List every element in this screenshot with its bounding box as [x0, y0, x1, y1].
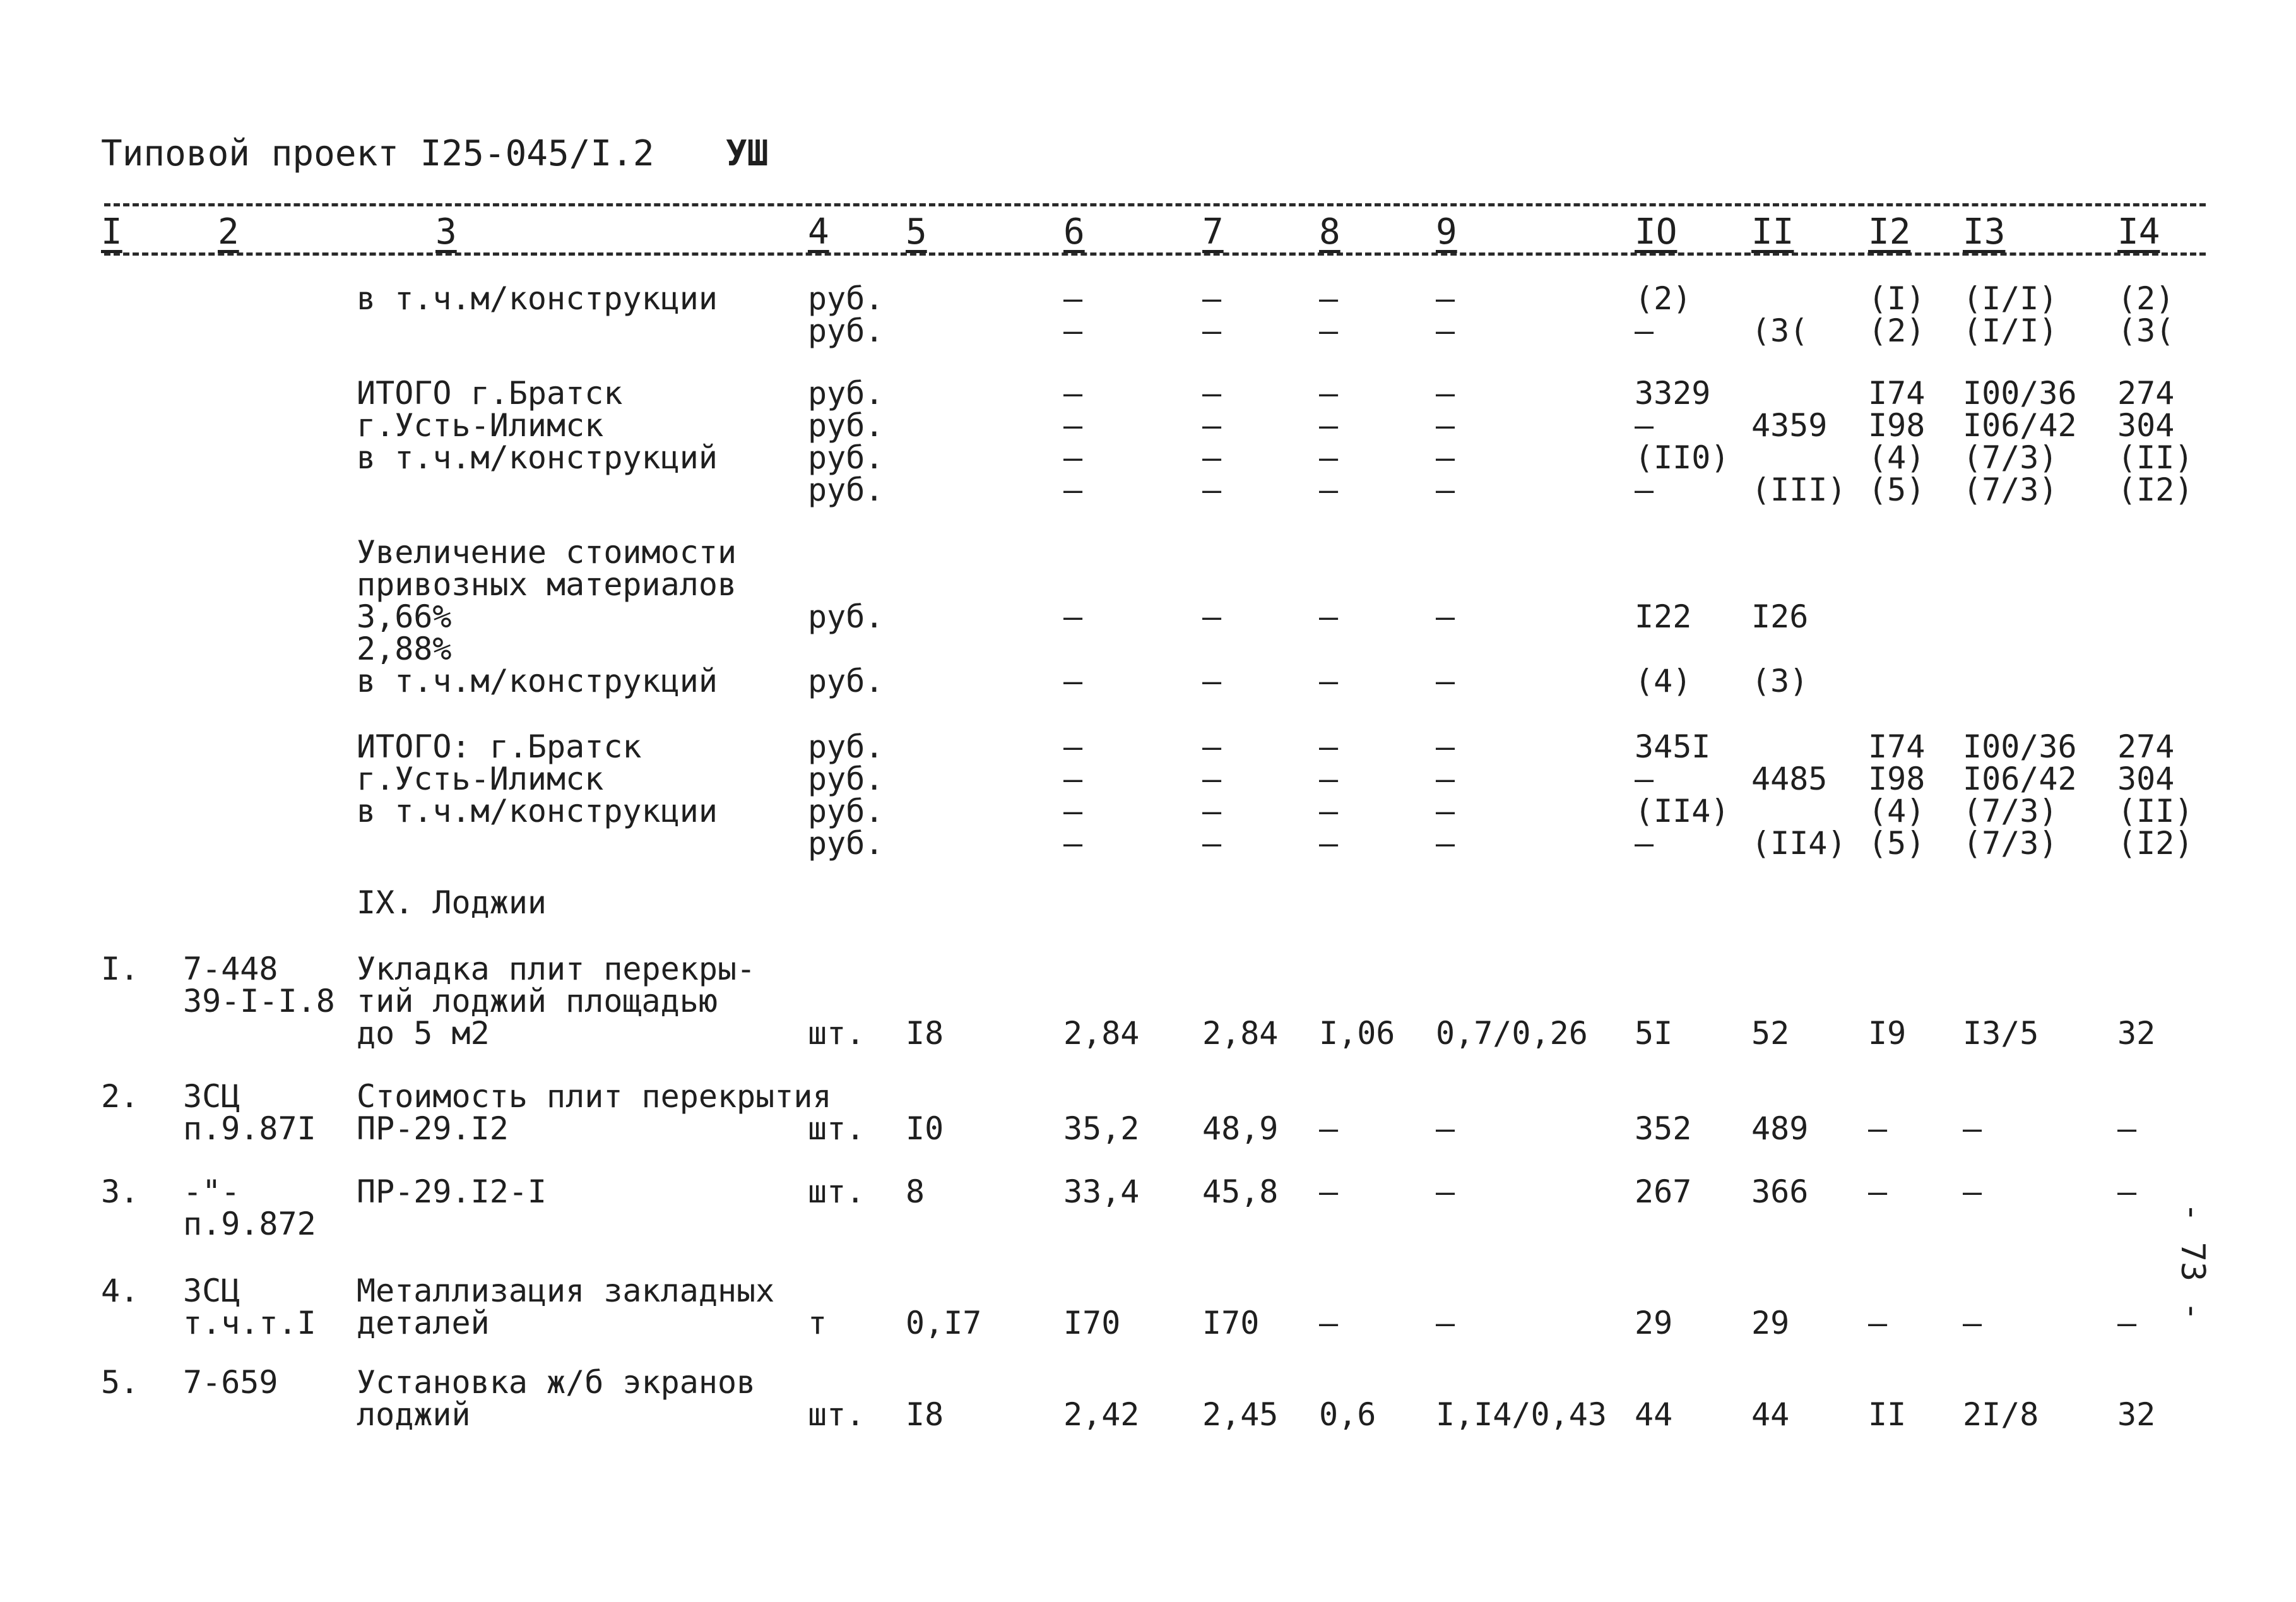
table-cell: 366 [1751, 1173, 1809, 1210]
table-cell: 2,45 [1202, 1396, 1279, 1433]
table-cell: руб. [808, 312, 884, 349]
table-cell: 8 [906, 1173, 925, 1210]
table-cell: – [1202, 280, 1222, 317]
table-cell: – [1963, 1110, 1982, 1147]
table-cell: I98 [1868, 761, 1926, 797]
table-cell: (2) [1635, 280, 1692, 317]
column-number-8: 8 [1319, 211, 1340, 252]
table-cell: (5) [1868, 825, 1926, 862]
table-cell: I,06 [1319, 1015, 1395, 1052]
table-cell: руб. [808, 663, 884, 699]
table-cell: I98 [1868, 407, 1926, 444]
table-cell: – [1436, 472, 1455, 508]
table-cell: I74 [1868, 728, 1926, 765]
table-cell: – [1319, 663, 1339, 699]
column-number-12: I2 [1868, 211, 1911, 252]
table-cell: 2,88% [357, 631, 452, 667]
table-cell: в т.ч.м/конструкции [357, 280, 718, 317]
table-cell: I06/42 [1963, 761, 2077, 797]
table-cell: (7/3) [1963, 793, 2058, 829]
table-cell: – [1319, 312, 1339, 349]
table-cell: (4) [1635, 663, 1692, 699]
column-number-5: 5 [906, 211, 927, 252]
table-cell: I3/5 [1963, 1015, 2039, 1052]
table-cell: 32 [2117, 1396, 2156, 1433]
table-cell: – [1063, 407, 1083, 444]
table-cell: – [1436, 280, 1455, 317]
table-cell: I00/36 [1963, 375, 2077, 412]
table-cell: – [1436, 375, 1455, 412]
table-cell: I74 [1868, 375, 1926, 412]
table-cell: – [2117, 1110, 2137, 1147]
table-cell: – [1436, 1110, 1455, 1147]
table-cell: (II4) [1635, 793, 1730, 829]
table-cell: – [1635, 761, 1654, 797]
table-cell: т.ч.т.I [183, 1305, 316, 1341]
table-cell: 29 [1751, 1305, 1790, 1341]
table-cell: – [1063, 663, 1083, 699]
table-cell: (7/3) [1963, 439, 2058, 476]
table-cell: (I/I) [1963, 280, 2058, 317]
table-cell: руб. [808, 598, 884, 635]
table-cell: в т.ч.м/конструкций [357, 439, 718, 476]
table-cell: 304 [2117, 407, 2175, 444]
table-cell: – [1436, 598, 1455, 635]
table-cell: – [1319, 407, 1339, 444]
table-cell: – [2117, 1305, 2137, 1341]
table-cell: – [1319, 439, 1339, 476]
table-cell: 39-I-I.8 [183, 983, 335, 1019]
column-number-2: 2 [218, 211, 239, 252]
header-rule-bottom [104, 252, 2206, 256]
table-cell: – [1063, 825, 1083, 862]
table-cell: – [1319, 728, 1339, 765]
table-cell: (3( [2117, 312, 2175, 349]
table-cell: – [1963, 1305, 1982, 1341]
table-cell: I8 [906, 1396, 944, 1433]
table-cell: 352 [1635, 1110, 1692, 1147]
column-number-7: 7 [1202, 211, 1224, 252]
table-cell: IX. Лоджии [357, 884, 547, 921]
table-cell: – [1063, 472, 1083, 508]
table-cell: до 5 м2 [357, 1015, 490, 1052]
table-cell: – [1319, 793, 1339, 829]
table-cell: 3. [101, 1173, 139, 1210]
table-cell: (II) [2117, 439, 2194, 476]
page-title: Типовой проект I25-045/I.2 [101, 133, 654, 174]
table-cell: I9 [1868, 1015, 1907, 1052]
table-cell: руб. [808, 375, 884, 412]
table-cell: 52 [1751, 1015, 1790, 1052]
table-cell: 32 [2117, 1015, 2156, 1052]
table-cell: – [1319, 1305, 1339, 1341]
table-cell: (II0) [1635, 439, 1730, 476]
table-cell: 274 [2117, 728, 2175, 765]
table-cell: ИТОГО: г.Братск [357, 728, 642, 765]
table-cell: Установка ж/б экранов [357, 1364, 756, 1401]
table-cell: – [1319, 761, 1339, 797]
table-cell: – [1202, 663, 1222, 699]
table-cell: (2) [1868, 312, 1926, 349]
table-cell: 7-448 [183, 951, 278, 987]
table-cell: 274 [2117, 375, 2175, 412]
table-cell: Укладка плит перекры- [357, 951, 756, 987]
table-cell: -"- [183, 1173, 240, 1210]
table-cell: – [1436, 1173, 1455, 1210]
table-cell: I0 [906, 1110, 944, 1147]
table-cell: – [1202, 598, 1222, 635]
table-cell: деталей [357, 1305, 490, 1341]
column-number-9: 9 [1436, 211, 1457, 252]
table-cell: 489 [1751, 1110, 1809, 1147]
table-cell: – [1635, 312, 1654, 349]
table-cell: – [1635, 407, 1654, 444]
table-cell: 44 [1635, 1396, 1673, 1433]
table-cell: – [1319, 472, 1339, 508]
table-cell: руб. [808, 825, 884, 862]
table-cell: в т.ч.м/конструкций [357, 663, 718, 699]
table-cell: Стоимость плит перекрытия [357, 1078, 832, 1115]
table-cell: – [1635, 472, 1654, 508]
table-cell: – [1436, 439, 1455, 476]
table-cell: – [1063, 280, 1083, 317]
table-cell: шт. [808, 1173, 865, 1210]
table-cell: (2) [2117, 280, 2175, 317]
table-cell: – [1436, 825, 1455, 862]
table-cell: (I2) [2117, 472, 2194, 508]
table-cell: т [808, 1305, 827, 1341]
table-cell: 345I [1635, 728, 1711, 765]
column-number-11: II [1751, 211, 1794, 252]
table-cell: – [1436, 663, 1455, 699]
table-cell: – [1063, 598, 1083, 635]
table-cell: (4) [1868, 439, 1926, 476]
table-cell: привозных материалов [357, 566, 737, 603]
table-cell: лоджий [357, 1396, 471, 1433]
column-number-10: IO [1635, 211, 1678, 252]
column-number-4: 4 [808, 211, 829, 252]
table-cell: (II4) [1751, 825, 1847, 862]
table-cell: – [1202, 312, 1222, 349]
table-cell: – [1436, 407, 1455, 444]
table-cell: (4) [1868, 793, 1926, 829]
table-cell: – [1063, 793, 1083, 829]
table-cell: I,I4/0,43 [1436, 1396, 1607, 1433]
table-cell: 4359 [1751, 407, 1828, 444]
table-cell: (I2) [2117, 825, 2194, 862]
table-cell: руб. [808, 761, 884, 797]
table-cell: (3) [1751, 663, 1809, 699]
table-cell: (5) [1868, 472, 1926, 508]
table-cell: шт. [808, 1110, 865, 1147]
table-cell: 5. [101, 1364, 139, 1401]
table-cell: п.9.87I [183, 1110, 316, 1147]
table-cell: – [1319, 1110, 1339, 1147]
table-cell: 2,84 [1202, 1015, 1279, 1052]
table-cell: ЗСЦ [183, 1273, 240, 1309]
table-cell: – [1202, 472, 1222, 508]
table-cell: 5I [1635, 1015, 1673, 1052]
table-cell: 2,84 [1063, 1015, 1140, 1052]
table-cell: – [1202, 407, 1222, 444]
table-cell: ИТОГО г.Братск [357, 375, 623, 412]
table-cell: 48,9 [1202, 1110, 1279, 1147]
table-cell: – [1436, 728, 1455, 765]
table-cell: I22 [1635, 598, 1692, 635]
table-cell: 0,I7 [906, 1305, 982, 1341]
table-cell: – [1202, 728, 1222, 765]
table-cell: – [1063, 439, 1083, 476]
table-cell: – [1963, 1173, 1982, 1210]
table-cell: – [1202, 825, 1222, 862]
table-cell: п.9.872 [183, 1206, 316, 1242]
table-cell: руб. [808, 407, 884, 444]
table-cell: – [1319, 375, 1339, 412]
side-page-number: - 73 - [2174, 1202, 2211, 1321]
table-cell: 4. [101, 1273, 139, 1309]
table-cell: – [1063, 761, 1083, 797]
table-cell: руб. [808, 280, 884, 317]
table-cell: – [1063, 312, 1083, 349]
table-cell: – [1202, 439, 1222, 476]
column-number-3: 3 [435, 211, 457, 252]
table-cell: – [2117, 1173, 2137, 1210]
table-cell: (I) [1868, 280, 1926, 317]
table-cell: – [1063, 375, 1083, 412]
table-cell: (7/3) [1963, 472, 2058, 508]
column-number-13: I3 [1963, 211, 2006, 252]
table-cell: (3( [1751, 312, 1809, 349]
table-cell: 2,42 [1063, 1396, 1140, 1433]
table-cell: – [1436, 793, 1455, 829]
table-cell: 4485 [1751, 761, 1828, 797]
table-cell: Увеличение стоимости [357, 534, 737, 571]
table-cell: ЗСЦ [183, 1078, 240, 1115]
section-mark: УШ [726, 133, 769, 174]
table-cell: I00/36 [1963, 728, 2077, 765]
table-cell: 35,2 [1063, 1110, 1140, 1147]
table-cell: – [1436, 761, 1455, 797]
table-cell: – [1063, 728, 1083, 765]
header-rule-top [104, 203, 2206, 206]
table-cell: руб. [808, 728, 884, 765]
table-cell: – [1319, 825, 1339, 862]
table-cell: – [1868, 1173, 1888, 1210]
table-cell: I8 [906, 1015, 944, 1052]
table-cell: (7/3) [1963, 825, 2058, 862]
table-cell: 44 [1751, 1396, 1790, 1433]
table-cell: – [1319, 1173, 1339, 1210]
table-cell: I. [101, 951, 139, 987]
table-cell: – [1202, 761, 1222, 797]
table-cell: 0,6 [1319, 1396, 1376, 1433]
table-cell: – [1319, 280, 1339, 317]
table-cell: 7-659 [183, 1364, 278, 1401]
table-cell: (II) [2117, 793, 2194, 829]
table-cell: (I/I) [1963, 312, 2058, 349]
table-cell: г.Усть-Илимск [357, 407, 604, 444]
table-cell: I70 [1202, 1305, 1260, 1341]
table-cell: – [1319, 598, 1339, 635]
table-cell: (III) [1751, 472, 1847, 508]
table-cell: 304 [2117, 761, 2175, 797]
table-cell: I26 [1751, 598, 1809, 635]
table-cell: 2. [101, 1078, 139, 1115]
table-cell: 33,4 [1063, 1173, 1140, 1210]
table-cell: – [1436, 1305, 1455, 1341]
column-number-6: 6 [1063, 211, 1085, 252]
table-cell: – [1436, 312, 1455, 349]
table-cell: ПР-29.I2 [357, 1110, 509, 1147]
table-cell: I06/42 [1963, 407, 2077, 444]
table-cell: 2I/8 [1963, 1396, 2039, 1433]
table-cell: – [1635, 825, 1654, 862]
table-cell: в т.ч.м/конструкции [357, 793, 718, 829]
table-cell: ПР-29.I2-I [357, 1173, 547, 1210]
table-cell: шт. [808, 1396, 865, 1433]
column-number-1: I [101, 211, 122, 252]
table-cell: 45,8 [1202, 1173, 1279, 1210]
table-cell: – [1202, 793, 1222, 829]
table-cell: I70 [1063, 1305, 1121, 1341]
table-cell: руб. [808, 793, 884, 829]
table-cell: руб. [808, 439, 884, 476]
column-number-14: I4 [2117, 211, 2160, 252]
table-cell: 29 [1635, 1305, 1673, 1341]
table-cell: шт. [808, 1015, 865, 1052]
table-cell: руб. [808, 472, 884, 508]
table-cell: тий лоджий площадью [357, 983, 718, 1019]
table-cell: II [1868, 1396, 1907, 1433]
table-cell: 267 [1635, 1173, 1692, 1210]
table-cell: 3329 [1635, 375, 1711, 412]
table-cell: г.Усть-Илимск [357, 761, 604, 797]
table-cell: 0,7/0,26 [1436, 1015, 1588, 1052]
table-cell: – [1868, 1305, 1888, 1341]
table-cell: – [1868, 1110, 1888, 1147]
table-cell: Металлизация закладных [357, 1273, 775, 1309]
table-cell: – [1202, 375, 1222, 412]
table-cell: 3,66% [357, 598, 452, 635]
